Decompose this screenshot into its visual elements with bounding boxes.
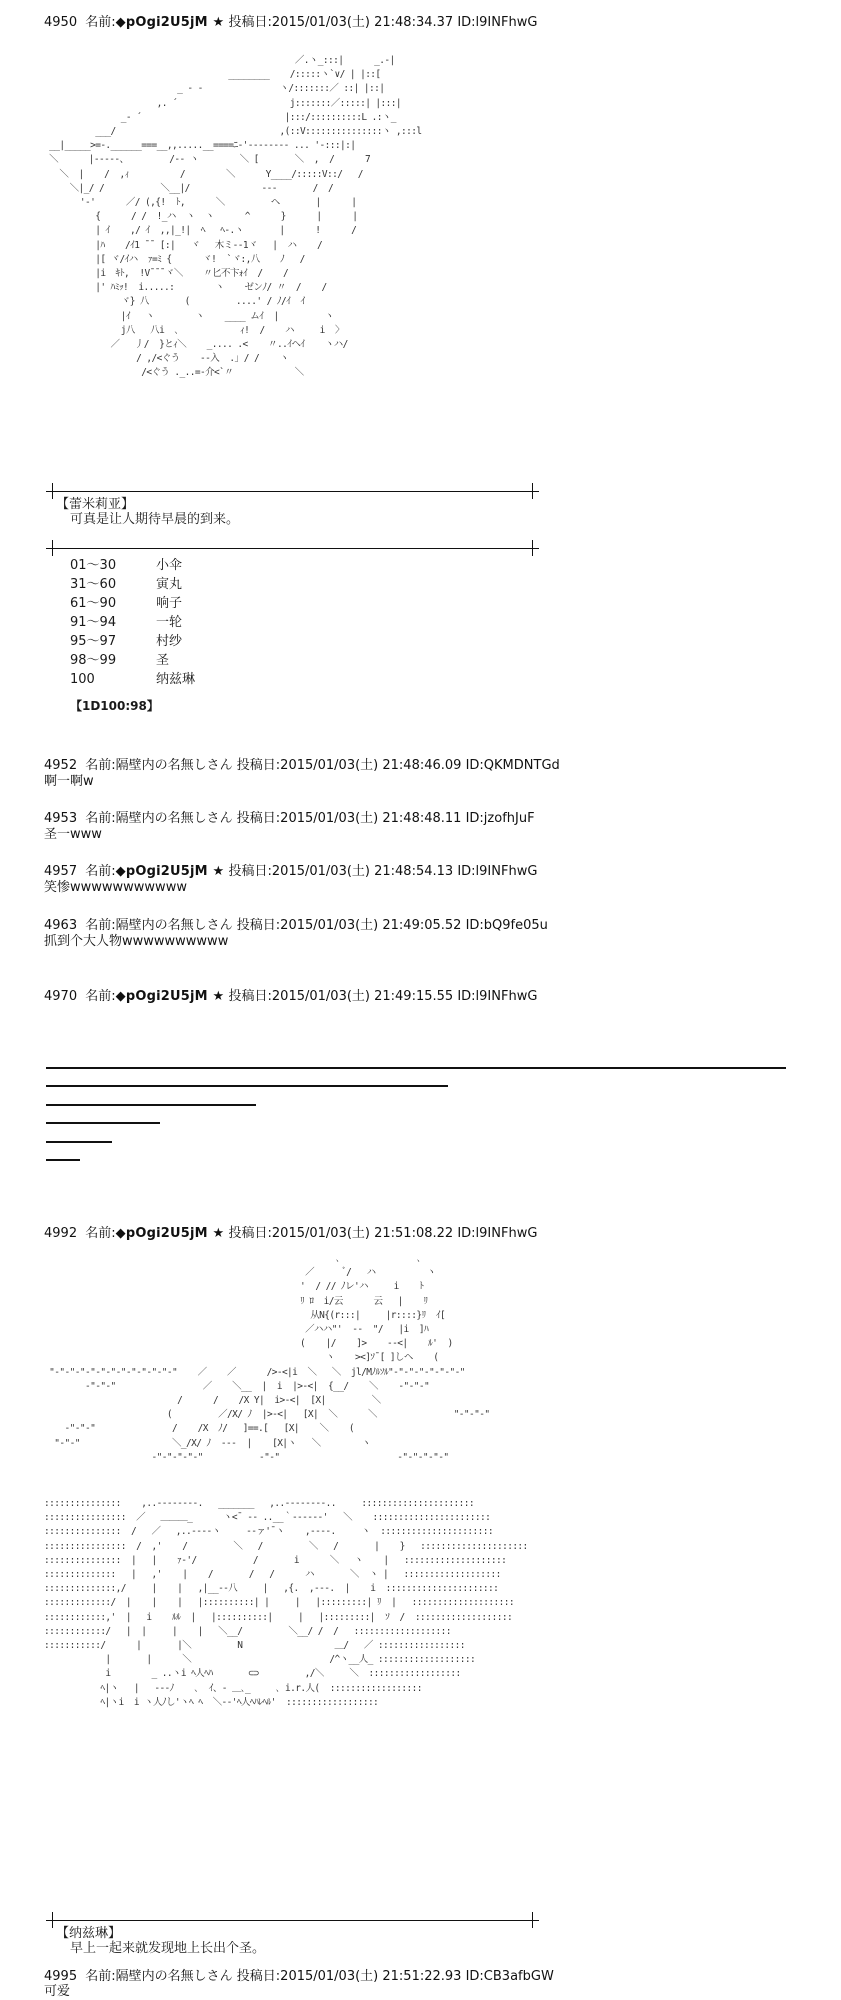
roll-row: 95～97 村纱 (70, 634, 183, 649)
post-number: 4963 (44, 918, 78, 933)
post-id: ID:CB3afbGW (465, 1969, 554, 1984)
poster-name: 隔壁内の名無しさん (115, 811, 233, 826)
name-label: 名前: (85, 918, 116, 933)
dice-result: 【1D100:98】 (70, 699, 159, 713)
date-label: 投稿日: (228, 15, 272, 30)
post-body: 笑惨wwwwwwwwwww (44, 880, 187, 895)
frame-corner (532, 540, 533, 556)
poster-name: 隔壁内の名無しさん (115, 1969, 233, 1984)
post-date: 2015/01/03(土) 21:49:15.55 (271, 989, 454, 1004)
poster-name: 隔壁内の名無しさん (115, 758, 233, 773)
post-header (44, 988, 537, 1005)
dialog-line: 早上一起来就发现地上长出个圣。 (70, 1941, 266, 1956)
name-label: 名前: (85, 758, 116, 773)
poster-name: ◆pOgi2U5jM ★ (115, 864, 225, 879)
post-body: 抓到个大人物wwwwwwwwww (44, 934, 229, 949)
poster-name: ◆pOgi2U5jM ★ (115, 989, 225, 1004)
post-number: 4953 (44, 811, 78, 826)
post-header (44, 810, 535, 827)
post-number: 4957 (44, 864, 78, 879)
roll-row: 61～90 响子 (70, 596, 183, 611)
name-label: 名前: (85, 989, 116, 1004)
divider-bar (46, 1085, 448, 1087)
post-header (44, 863, 537, 880)
post-date: 2015/01/03(土) 21:51:08.22 (271, 1226, 454, 1241)
post-date: 2015/01/03(土) 21:51:22.93 (280, 1969, 462, 1984)
dialog-line: 可真是让人期待早晨的到来。 (70, 512, 240, 527)
post-number: 4970 (44, 989, 78, 1004)
date-label: 投稿日: (236, 918, 281, 933)
divider-bar (46, 1104, 256, 1106)
ascii-art-remilia: ／.ヽ_:::| _.-| ________ /:::::ヽ`∨/ | |::[ _ - ‐ ヽ/:::::::／ ::| |::| ,. ´ j:::::::／:::::| |:::| _‐ ´ |:::/::::::::::L .:ヽ_ ___/ ,(::V:::::::::::::::ヽ ,:::l __|_____>=-.______===__,,.....__====ﾆ‐'‐‐‐‐‐-‐‐ ... '‐:::|:| ＼ |‐‐---、 /‐‐ ヽ ＼ [ ＼ , / 7 ＼ | / ,ｨ / ＼ Y____/:::::V::/ / ＼|_/ / ＼__|/ ‐‐‐ / / '‐' ／/ (,{! ﾄ, ＼ ヘ | | { / / !_ハ ヽ ヽ ^ } | | | ｲ ,/ ｲ ,,|_!| ﾍ ﾍ-.ヽ | ! / |ﾊ /ｲ1 ¯¯ [:| ヾ 木ミ‐-1ヾ | ハ / |[ ヾ/ｲハ ｧ=ﾐ { ヾ! `ヾ:,八 ﾉ / |i ｷﾄ, !V¯¯¯ヾ＼ 〃匕不卞ｫｲ / / |' ﾊﾐｯ! i.....: ヽ ゼンﾉ/ 〃 / / ヾ} 八 ( ....' / ﾉ/ｲ ｲ |ｲ ヽ ヽ ____ ムｲ | ヽ j八 八i ､ ｨ! / ハ i 〉 ／ 丿/ }とｨ＼ _.... .< 〃..ｲヘｲ ヽハ/ / ,/<ぐう ‐‐入 .｣ / / ヽ /<ぐう ._..=-介<`〃 ＼ (49, 55, 422, 379)
frame-corner (52, 483, 53, 499)
roll-row: 100 纳兹琳 (70, 672, 196, 687)
post-date: 2015/01/03(土) 21:49:05.52 (280, 918, 462, 933)
post-id: ID:l9INFhwG (457, 15, 538, 30)
post-date: 2015/01/03(土) 21:48:48.11 (280, 811, 462, 826)
speaker-label: 【蕾米莉亚】 (56, 497, 135, 512)
roll-row: 91～94 一轮 (70, 615, 183, 630)
date-label: 投稿日: (236, 1969, 281, 1984)
post-id: ID:l9INFhwG (457, 864, 538, 879)
post-body: 圣一www (44, 827, 102, 842)
post-number: 4995 (44, 1969, 78, 1984)
frame-corner (52, 540, 53, 556)
name-label: 名前: (85, 811, 116, 826)
post-header (44, 917, 548, 934)
post-date: 2015/01/03(土) 21:48:34.37 (271, 15, 454, 30)
frame-corner (52, 1912, 53, 1928)
post-date: 2015/01/03(土) 21:48:46.09 (280, 758, 462, 773)
post-id: ID:jzofhJuF (465, 811, 535, 826)
post-id: ID:l9INFhwG (457, 989, 538, 1004)
name-label: 名前: (85, 15, 116, 30)
roll-row: 98～99 圣 (70, 653, 170, 668)
post-body: 可爱 (44, 1984, 71, 1999)
roll-frame-top (46, 548, 539, 549)
post-header (44, 1968, 554, 1985)
dialog-frame-top (46, 491, 539, 492)
post-header (44, 14, 537, 31)
frame-corner (532, 1912, 533, 1928)
name-label: 名前: (85, 1969, 116, 1984)
roll-table (70, 556, 195, 689)
roll-row: 31～60 寅丸 (70, 577, 183, 592)
roll-row: 01～30 小伞 (70, 558, 183, 573)
post-id: ID:QKMDNTGd (465, 758, 560, 773)
ascii-art-byakuren: ､ ､ ／ ﾞ/ ハ ヽ ' / // ﾉレ'ハ i ﾄ ﾘ ﾛ i/云 云 | ﾘ 从N{(r:::| |r::::}ﾘ ｲ[ ／ハハ"' ‐‐ "/ |i ]ﾊ ( |/ ]> ‐‐<| ﾙ' ) ヽ ><]ｿ¯[ ]しヘ ( "‐"‐"‐"‐"‐"‐"‐"‐"‐"‐"‐"‐" ／ ／ />‐<|i ＼ ＼ jl/Mﾉﾙｿﾙ"‐"‐"‐"‐"‐"‐"‐" ‐"‐"‐" ／ ＼__ | i |>‐<| {__/ ＼ ‐"‐"‐" / / /X Y| i>‐<| [X| ＼ ( ／/X/ ﾉ |>‐<| [X| ＼ ＼ "‐"‐"‐" ‐"‐"‐" / /X ﾉ/ ]==.[ [X| ＼ ( "‐"‐" ＼_/X/ ﾉ ‐‐‐ | [X|ヽ ＼ ヽ ‐"‐"‐"‐"‐" ‐"‐" ‐"‐"‐"‐"‐" (49, 1253, 490, 1463)
post-number: 4952 (44, 758, 78, 773)
frame-corner (532, 483, 533, 499)
date-label: 投稿日: (236, 758, 281, 773)
date-label: 投稿日: (228, 1226, 272, 1241)
name-label: 名前: (85, 1226, 116, 1241)
poster-name: 隔壁内の名無しさん (115, 918, 233, 933)
date-label: 投稿日: (228, 989, 272, 1004)
divider-bar (46, 1159, 80, 1161)
poster-name: ◆pOgi2U5jM ★ (115, 1226, 225, 1241)
post-id: ID:bQ9fe05u (465, 918, 548, 933)
speaker-label: 【纳兹琳】 (56, 1926, 122, 1941)
date-label: 投稿日: (228, 864, 272, 879)
post-header (44, 757, 560, 774)
post-id: ID:l9INFhwG (457, 1226, 538, 1241)
post-header (44, 1225, 537, 1242)
post-number: 4992 (44, 1226, 78, 1241)
poster-name: ◆pOgi2U5jM ★ (115, 15, 225, 30)
divider-bar (46, 1122, 160, 1124)
post-body: 啊一啊w (44, 774, 94, 789)
ascii-art-nazrin: ::::::::::::::: ,..-‐‐‐‐‐‐-. _______ ,..-‐‐‐‐‐‐-.. :::::::::::::::::::::: :::::::::::::::: ／ ＿＿＿_ ヽ<¯ ‐- ..__｀‐‐‐‐‐‐' ＼ ::::::::::::::::::::::: ::::::::::::::: / ／ ,..‐-‐-ヽ ‐-ァ'¯ヽ ,‐‐‐-. ヽ :::::::::::::::::::::: :::::::::::::::: / ,' / ＼ / ＼ / | } ::::::::::::::::::::: ::::::::::::::: | | ｧ‐'/ / i ＼ ヽ | :::::::::::::::::::: :::::::::::::: | ,' | / / / ハ ＼ ヽ | ::::::::::::::::::: ::::::::::::::,/ | | ,|__‐-八 | ,{. ,‐‐‐. | i :::::::::::::::::::::: :::::::::::::/ | | | |::::::::::| | | |:::::::::| ﾘ | :::::::::::::::::::: ::::::::::::,' | i ﾙﾙ | |::::::::::| | |:::::::::| ｿ / ::::::::::::::::::: ::::::::::::/ | | | | ＼__/ ＼__/ / / ::::::::::::::::::: :::::::::::/ | |＼ N ＿/ ／ ::::::::::::::::: | | ＼ /^ヽ__人_ ::::::::::::::::::: i _ ..ヽi ﾍ人ﾍﾊ ⊂⊃ ,/＼ ＼ :::::::::::::::::: ﾍ|ヽ | ‐‐‐ﾉ ､ ｲ、‐ ＿､_ ､ i.r.人( :::::::::::::::::: ﾍ|ヽi i ヽ人ﾉし'ヽﾍ ﾍ ＼‐‐'ﾍ人ﾍﾊﾚﾍﾙ' :::::::::::::::::: (44, 1498, 528, 1708)
name-label: 名前: (85, 864, 116, 879)
dialog-frame-top (46, 1920, 539, 1921)
divider-bar (46, 1141, 112, 1143)
post-number: 4950 (44, 15, 78, 30)
date-label: 投稿日: (236, 811, 281, 826)
divider-bar (46, 1067, 786, 1069)
post-date: 2015/01/03(土) 21:48:54.13 (271, 864, 454, 879)
